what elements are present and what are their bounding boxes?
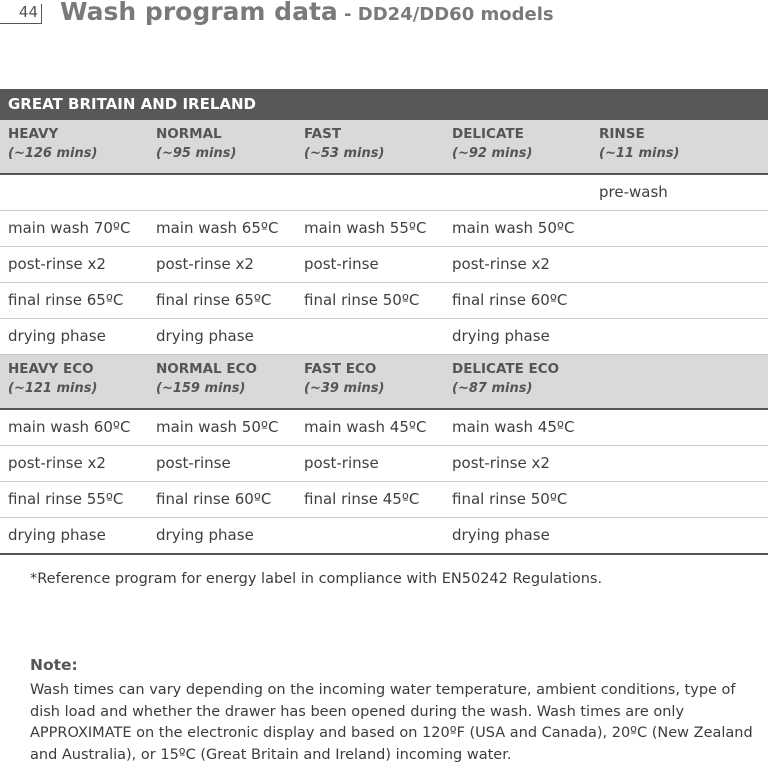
table-cell: post-rinse	[304, 255, 379, 273]
table-cell: post-rinse	[156, 454, 231, 472]
page-title	[60, 0, 554, 26]
header-delicate-eco: DELICATE ECO (~87 mins)	[452, 361, 560, 396]
table-header	[0, 120, 768, 175]
table-cell: post-rinse x2	[452, 255, 550, 273]
table-row	[0, 319, 768, 355]
table-cell: pre-wash	[599, 183, 668, 201]
header-normal: NORMAL (~95 mins)	[156, 126, 237, 161]
title-models: DD24/DD60 models	[357, 4, 554, 25]
footnote: *Reference program for energy label in compliance with EN50242 Regulations.	[30, 571, 603, 587]
page-number: 44	[0, 4, 42, 24]
table-row	[0, 211, 768, 247]
table-header-eco	[0, 355, 768, 410]
table-cell: final rinse 65ºC	[156, 291, 272, 309]
note-heading: Note:	[30, 656, 78, 674]
table-row	[0, 482, 768, 518]
wash-table-standard	[0, 120, 768, 555]
table-cell: main wash 50ºC	[452, 219, 575, 237]
header-delicate: DELICATE (~92 mins)	[452, 126, 533, 161]
table-cell: post-rinse x2	[452, 454, 550, 472]
table-cell: post-rinse	[304, 454, 379, 472]
table-row	[0, 410, 768, 446]
header-heavy: HEAVY (~126 mins)	[8, 126, 98, 161]
table-cell: post-rinse x2	[8, 454, 106, 472]
table-cell: main wash 65ºC	[156, 219, 279, 237]
header-rinse: RINSE (~11 mins)	[599, 126, 680, 161]
table-cell: final rinse 60ºC	[156, 490, 272, 508]
table-cell: main wash 60ºC	[8, 418, 131, 436]
region-bar: GREAT BRITAIN AND IRELAND	[0, 89, 768, 120]
table-cell: final rinse 50ºC	[304, 291, 420, 309]
table-cell: main wash 55ºC	[304, 219, 427, 237]
header-fast-eco: FAST ECO (~39 mins)	[304, 361, 385, 396]
header-heavy-eco: HEAVY ECO (~121 mins)	[8, 361, 98, 396]
table-cell: main wash 50ºC	[156, 418, 279, 436]
header-normal-eco: NORMAL ECO (~159 mins)	[156, 361, 257, 396]
table-row	[0, 175, 768, 211]
table-cell: drying phase	[156, 526, 254, 544]
table-cell: drying phase	[8, 327, 106, 345]
table-cell: final rinse 45ºC	[304, 490, 420, 508]
note-body: Wash times can vary depending on the incoming water temperature, ambient conditions, type of dish load and whether the drawer has been opened during the wash. Wash times are only APPROXIMATE on the electronic display and based on 120ºF (USA and Canada), 20ºC (New Zealand and Australia), or 15ºC (Great Britain and Ireland) incoming water.	[30, 682, 753, 763]
table-cell: final rinse 60ºC	[452, 291, 568, 309]
table-cell: drying phase	[156, 327, 254, 345]
table-cell: post-rinse x2	[8, 255, 106, 273]
table-row	[0, 283, 768, 319]
header-fast: FAST (~53 mins)	[304, 126, 385, 161]
table-cell: drying phase	[452, 327, 550, 345]
table-cell: drying phase	[452, 526, 550, 544]
table-cell: main wash 45ºC	[304, 418, 427, 436]
table-cell: main wash 70ºC	[8, 219, 131, 237]
table-cell: final rinse 65ºC	[8, 291, 124, 309]
table-cell: main wash 45ºC	[452, 418, 575, 436]
table-cell: final rinse 55ºC	[8, 490, 124, 508]
title-separator: -	[337, 4, 358, 25]
table-row	[0, 446, 768, 482]
table-row	[0, 247, 768, 283]
table-cell: post-rinse x2	[156, 255, 254, 273]
table-cell: drying phase	[8, 526, 106, 544]
table-row	[0, 518, 768, 555]
table-cell: final rinse 50ºC	[452, 490, 568, 508]
title-main: Wash program data	[60, 0, 338, 26]
